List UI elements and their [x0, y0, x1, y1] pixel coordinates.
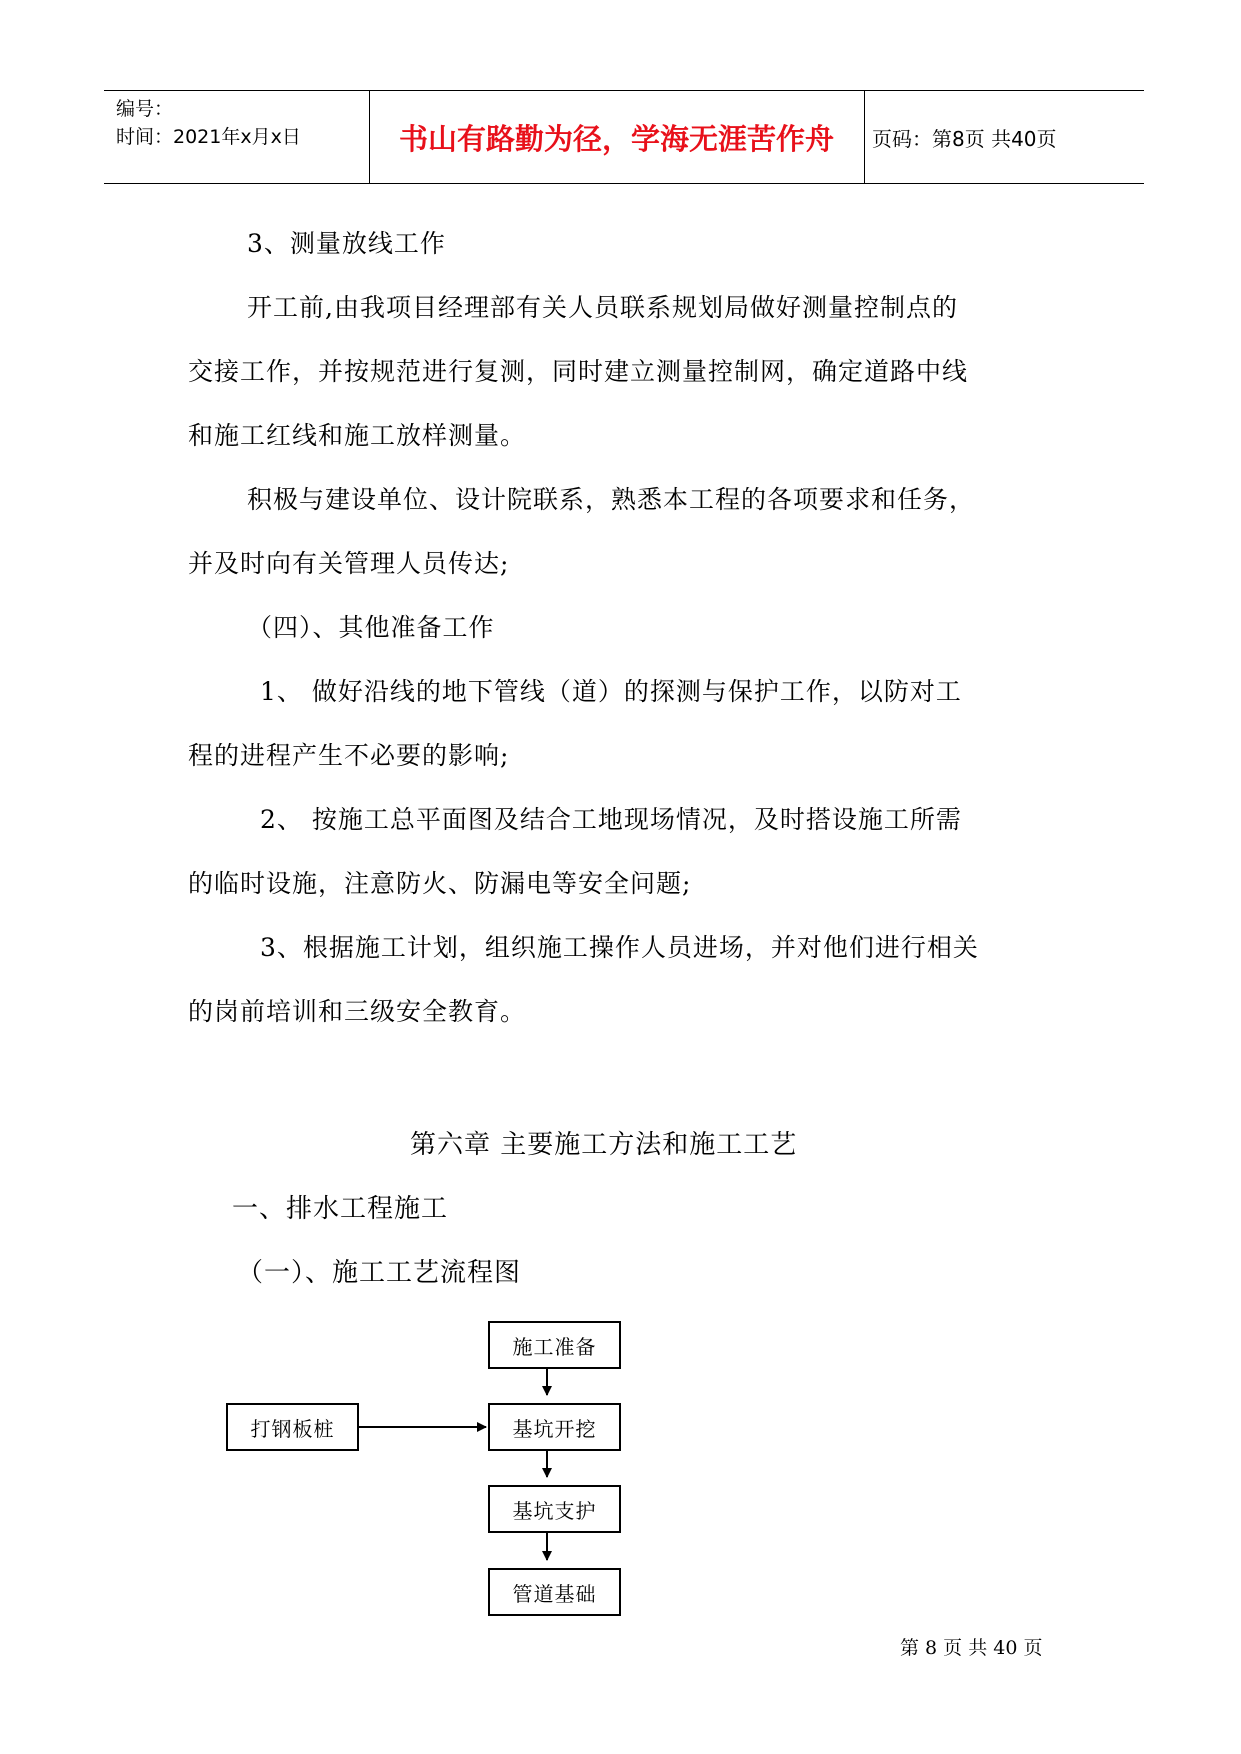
chapter-title: 第六章 主要施工方法和施工工艺 — [410, 1130, 798, 1160]
header-page-label: 页码：第8页 共40页 — [872, 126, 1057, 151]
header-motto: 书山有路勤为径，学海无涯苦作舟 — [398, 121, 834, 156]
paragraph: 交接工作，并按规范进行复测，同时建立测量控制网，确定道路中线 — [188, 357, 969, 386]
paragraph: 1、 做好沿线的地下管线（道）的探测与保护工作，以防对工 — [260, 677, 962, 706]
paragraph: 3、根据施工计划，组织施工操作人员进场，并对他们进行相关 — [260, 933, 979, 962]
paragraph: 积极与建设单位、设计院联系，熟悉本工程的各项要求和任务， — [247, 485, 976, 514]
paragraph: 和施工红线和施工放样测量。 — [188, 421, 527, 450]
paragraph: 开工前,由我项目经理部有关人员联系规划局做好测量控制点的 — [247, 293, 958, 322]
paragraph: （四）、其他准备工作 — [247, 613, 495, 642]
flow-step-sheet-piling: 打钢板桩 — [226, 1403, 359, 1451]
flow-step-preparation: 施工准备 — [488, 1321, 621, 1369]
time-label: 时间：2021年x月x日 — [116, 126, 301, 148]
paragraph: 程的进程产生不必要的影响; — [188, 741, 510, 770]
paragraph: 3、测量放线工作 — [247, 229, 446, 258]
paragraph: 并及时向有关管理人员传达; — [188, 549, 510, 578]
flow-step-excavation: 基坑开挖 — [488, 1403, 621, 1451]
paragraph: 的岗前培训和三级安全教育。 — [188, 997, 527, 1026]
page-footer: 第 8 页 共 40 页 — [900, 1637, 1043, 1659]
paragraph: 的临时设施，注意防火、防漏电等安全问题; — [188, 869, 692, 898]
flow-step-support: 基坑支护 — [488, 1485, 621, 1533]
paragraph: 2、 按施工总平面图及结合工地现场情况，及时搭设施工所需 — [260, 805, 962, 834]
section-title: 一、排水工程施工 — [232, 1194, 449, 1224]
flow-step-foundation: 管道基础 — [488, 1568, 621, 1616]
number-label: 编号： — [116, 98, 174, 120]
subsection-title: （一）、施工工艺流程图 — [237, 1258, 522, 1288]
